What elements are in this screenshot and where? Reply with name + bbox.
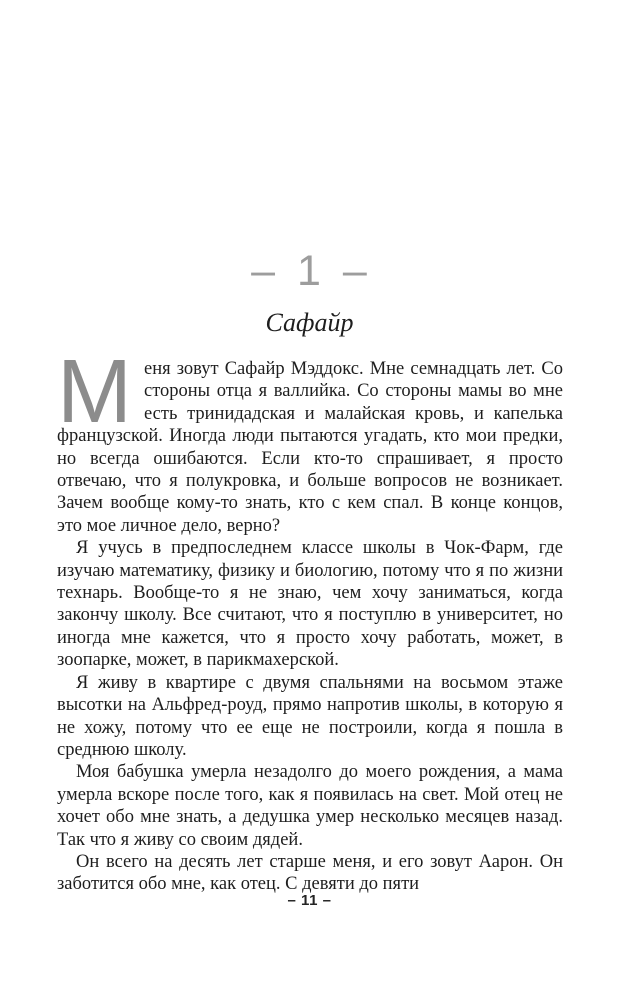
page-number: – 11 – (287, 892, 332, 909)
paragraph-1-text: еня зовут Сафайр Мэддокс. Мне семнадцать лет. Со стороны отца я валлийка. Со стороны мамы во мне есть тринидадская и малайская кровь, и капелька французской. Иногда люди пытаются угадать, кто мои предки, но всегда ошибаются. Если кто-то спрашивает, я просто отвечаю, что я полукровка, и больше вопросов не возникает. Зачем вообще кому-то знать, кто с кем спал. В конце концов, это мое личное дело, верно? (57, 359, 563, 536)
chapter-body (57, 342, 563, 896)
paragraph-5: Он всего на десять лет старше меня, и его зовут Аарон. Он заботится обо мне, как отец. С девяти до пяти (57, 851, 563, 895)
drop-cap-letter: М (57, 342, 132, 442)
paragraph-4: Моя бабушка умерла незадолго до моего рождения, а мама умерла вскоре после того, как я появилась на свет. Мой отец не хочет обо мне знать, а дедушка умер несколько месяцев назад. Так что я живу со своим дядей. (57, 762, 563, 850)
paragraph-3: Я живу в квартире с двумя спальнями на восьмом этаже высотки на Альфред-роуд, прямо напротив школы, в которую я не хожу, потому что ее еще не построили, когда я пошла в среднюю школу. (57, 672, 563, 760)
paragraph-2: Я учусь в предпоследнем классе школы в Чок-Фарм, где изучаю математику, физику и биологию, потому что я по жизни технарь. Вообще-то я не знаю, чем хочу заниматься, когда закончу школу. Все считают, что я поступлю в университет, но иногда мне кажется, что я просто хочу работать, может, в зоопарке, может, в парикмахерской. (57, 538, 563, 671)
chapter-number: – 1 – (251, 247, 368, 295)
chapter-title: Сафайр (265, 308, 354, 337)
paragraph-1 (57, 342, 563, 537)
